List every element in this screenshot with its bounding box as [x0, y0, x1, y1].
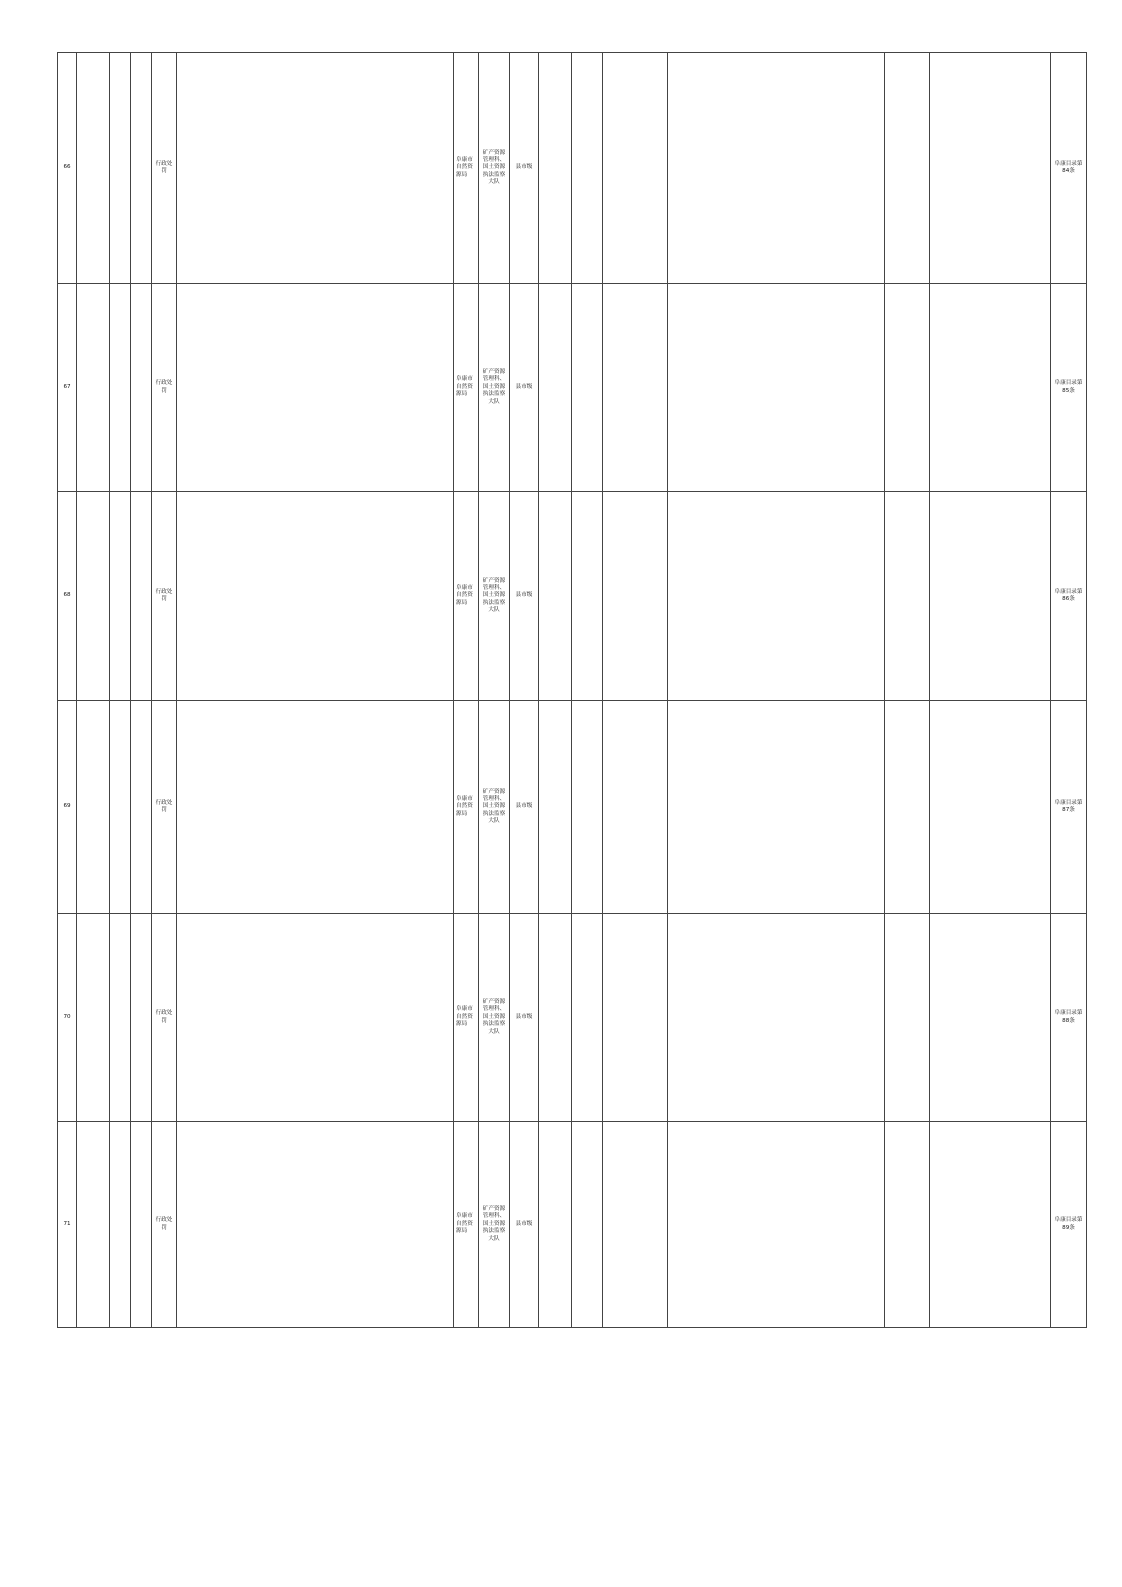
legal-basis — [177, 284, 454, 492]
power-category: 行政处罚 — [152, 1122, 177, 1328]
remarks: 阜康目录第86条 — [1051, 492, 1087, 701]
responsible-person — [885, 914, 930, 1122]
execution-subject — [572, 1122, 603, 1328]
implementation-responsibility — [603, 53, 668, 284]
exercise-level: 县市级 — [510, 53, 539, 284]
table-row — [58, 1122, 1087, 1328]
execution-subject — [572, 701, 603, 914]
power-category: 行政处罚 — [152, 701, 177, 914]
responsible-unit: 矿产资源管理科、国土资源执法监察大队 — [479, 701, 510, 914]
item-name — [77, 53, 110, 284]
implementation-responsibility — [603, 284, 668, 492]
row-number: 66 — [58, 53, 77, 284]
duty-content — [539, 701, 572, 914]
item-code — [131, 53, 152, 284]
accountability-basis — [668, 53, 885, 284]
responsible-unit: 矿产资源管理科、国土资源执法监察大队 — [479, 284, 510, 492]
remarks: 阜康目录第84条 — [1051, 53, 1087, 284]
implementation-responsibility — [603, 492, 668, 701]
responsible-unit: 矿产资源管理科、国土资源执法监察大队 — [479, 914, 510, 1122]
exercise-level: 县市级 — [510, 492, 539, 701]
legal-basis — [177, 1122, 454, 1328]
item-name — [77, 1122, 110, 1328]
item-name — [77, 492, 110, 701]
duty-content — [539, 492, 572, 701]
sub-item — [110, 53, 131, 284]
sub-item — [110, 914, 131, 1122]
power-category: 行政处罚 — [152, 53, 177, 284]
item-name — [77, 284, 110, 492]
legal-basis — [177, 701, 454, 914]
implementation-responsibility — [603, 914, 668, 1122]
document-sheet — [57, 52, 1083, 1328]
item-name — [77, 701, 110, 914]
item-code — [131, 701, 152, 914]
duty-content — [539, 1122, 572, 1328]
sub-item — [110, 492, 131, 701]
exercise-level: 县市级 — [510, 914, 539, 1122]
table-row — [58, 53, 1087, 284]
implementation-responsibility — [603, 701, 668, 914]
power-category: 行政处罚 — [152, 914, 177, 1122]
remarks: 阜康目录第87条 — [1051, 701, 1087, 914]
accountability-situations — [930, 914, 1051, 1122]
remarks: 阜康目录第85条 — [1051, 284, 1087, 492]
duty-content — [539, 914, 572, 1122]
responsible-person — [885, 701, 930, 914]
execution-subject — [572, 53, 603, 284]
implementing-department: 阜康市自然资源局 — [454, 284, 479, 492]
implementing-department: 阜康市自然资源局 — [454, 914, 479, 1122]
exercise-level: 县市级 — [510, 701, 539, 914]
item-name — [77, 914, 110, 1122]
accountability-situations — [930, 701, 1051, 914]
row-number: 70 — [58, 914, 77, 1122]
exercise-level: 县市级 — [510, 284, 539, 492]
row-number: 71 — [58, 1122, 77, 1328]
responsible-unit: 矿产资源管理科、国土资源执法监察大队 — [479, 492, 510, 701]
table-row — [58, 914, 1087, 1122]
sub-item — [110, 1122, 131, 1328]
implementation-responsibility — [603, 1122, 668, 1328]
responsible-person — [885, 284, 930, 492]
table-row — [58, 701, 1087, 914]
responsible-unit: 矿产资源管理科、国土资源执法监察大队 — [479, 53, 510, 284]
table-row — [58, 492, 1087, 701]
remarks: 阜康目录第89条 — [1051, 1122, 1087, 1328]
table-row — [58, 284, 1087, 492]
item-code — [131, 284, 152, 492]
execution-subject — [572, 492, 603, 701]
accountability-situations — [930, 53, 1051, 284]
legal-basis — [177, 492, 454, 701]
item-code — [131, 914, 152, 1122]
row-number: 67 — [58, 284, 77, 492]
accountability-basis — [668, 914, 885, 1122]
power-list-table — [57, 52, 1087, 1328]
execution-subject — [572, 284, 603, 492]
power-category: 行政处罚 — [152, 492, 177, 701]
row-number: 69 — [58, 701, 77, 914]
legal-basis — [177, 914, 454, 1122]
power-category: 行政处罚 — [152, 284, 177, 492]
accountability-basis — [668, 701, 885, 914]
exercise-level: 县市级 — [510, 1122, 539, 1328]
accountability-basis — [668, 1122, 885, 1328]
accountability-situations — [930, 492, 1051, 701]
responsible-unit: 矿产资源管理科、国土资源执法监察大队 — [479, 1122, 510, 1328]
implementing-department: 阜康市自然资源局 — [454, 701, 479, 914]
row-number: 68 — [58, 492, 77, 701]
duty-content — [539, 53, 572, 284]
responsible-person — [885, 53, 930, 284]
implementing-department: 阜康市自然资源局 — [454, 53, 479, 284]
item-code — [131, 492, 152, 701]
accountability-basis — [668, 284, 885, 492]
duty-content — [539, 284, 572, 492]
legal-basis — [177, 53, 454, 284]
item-code — [131, 1122, 152, 1328]
accountability-situations — [930, 1122, 1051, 1328]
accountability-situations — [930, 284, 1051, 492]
sub-item — [110, 701, 131, 914]
accountability-basis — [668, 492, 885, 701]
execution-subject — [572, 914, 603, 1122]
responsible-person — [885, 1122, 930, 1328]
implementing-department: 阜康市自然资源局 — [454, 1122, 479, 1328]
implementing-department: 阜康市自然资源局 — [454, 492, 479, 701]
remarks: 阜康目录第88条 — [1051, 914, 1087, 1122]
sub-item — [110, 284, 131, 492]
responsible-person — [885, 492, 930, 701]
